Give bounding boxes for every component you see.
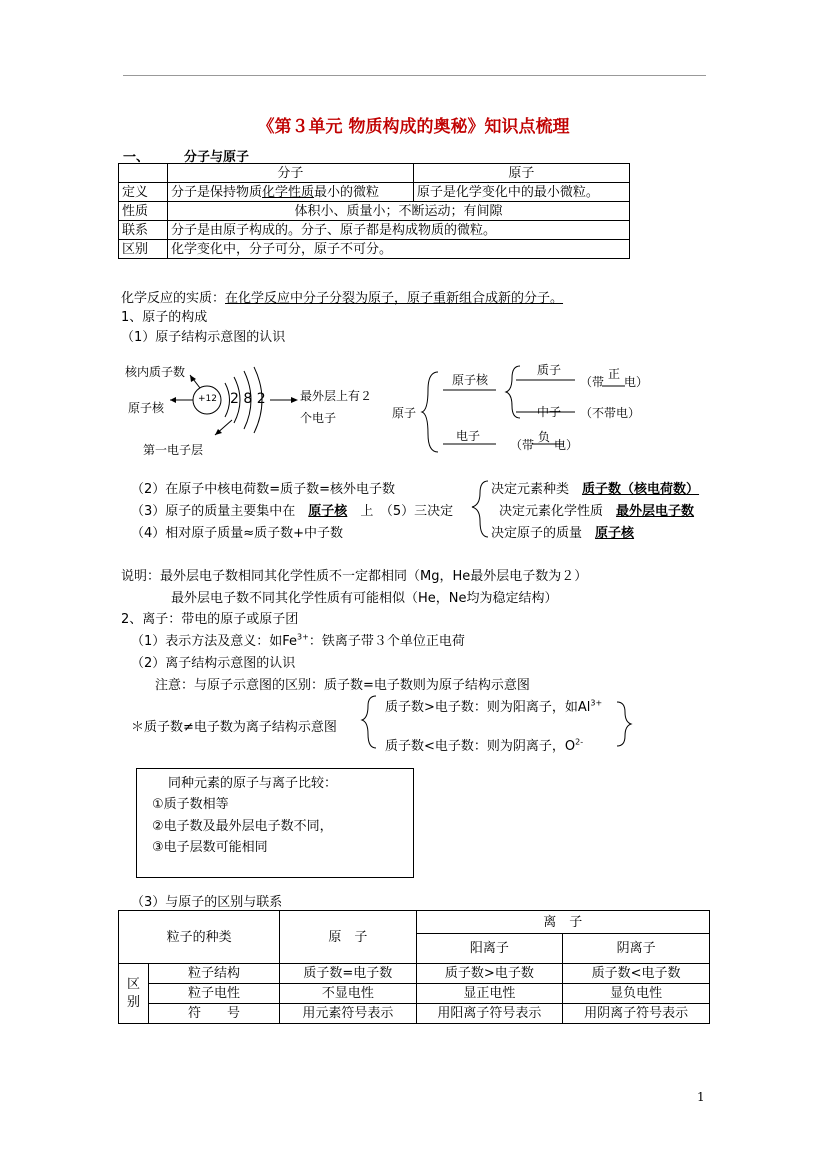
section-num: 一、 xyxy=(123,150,150,165)
compare-item-2: ②电子数及最外层电子数不同， xyxy=(152,819,333,834)
reaction-essence: 化学反应的实质：在化学反应中分子分裂为原子，原子重新组合成新的分子。 xyxy=(121,291,564,306)
cell: 用阳离子符号表示 xyxy=(416,1004,563,1024)
row-key: 性质 xyxy=(119,202,168,221)
cell: 符 号 xyxy=(148,1004,279,1024)
ion-heading: 2、离子：带电的原子或原子团 xyxy=(121,612,299,627)
rule-4: （4）相对原子质量≈质子数+中子数 xyxy=(131,526,344,541)
tree-neutron: 中子 xyxy=(537,405,562,419)
determine-3: 决定原子的质量 原子核 xyxy=(491,526,635,541)
neutron-charge: （不带电） xyxy=(580,406,641,420)
determine-1: 决定元素种类 质子数（核电荷数） xyxy=(491,482,700,497)
proton-charge: （带正电） xyxy=(580,367,649,389)
determine-2: 决定元素化学性质 最外层电子数 xyxy=(499,504,695,519)
th-atom: 原 子 xyxy=(280,911,416,964)
cell: 质子数>电子数 xyxy=(416,964,563,984)
rule-2: （2）在原子中核电荷数=质子数=核外电子数 xyxy=(131,482,396,497)
tree-nucleus: 原子核 xyxy=(452,373,489,387)
th-cation: 阳离子 xyxy=(416,934,563,964)
compare-item-3: ③电子层数可能相同 xyxy=(152,840,268,855)
header-rule xyxy=(123,75,706,76)
tree-proton: 质子 xyxy=(537,363,562,377)
cell: 粒子电性 xyxy=(148,984,279,1004)
label-outer-layer-2: 个电子 xyxy=(300,411,337,425)
cell: 质子数=电子数 xyxy=(280,964,416,984)
tree-atom: 原子 xyxy=(392,406,417,420)
cell: 不显电性 xyxy=(280,984,416,1004)
subsection-diagram: （1）原子结构示意图的认识 xyxy=(121,330,286,345)
row-key: 定义 xyxy=(119,183,168,202)
cell: 粒子结构 xyxy=(148,964,279,984)
shell-electrons: 2 8 2 xyxy=(230,391,266,407)
label-proton-count: 核内质子数 xyxy=(125,365,186,379)
compare-item-1: ①质子数相等 xyxy=(152,797,229,812)
cell: 用阴离子符号表示 xyxy=(563,1004,710,1024)
cation-rule: 质子数>电子数：则为阳离子，如$Al^{3+}$ xyxy=(385,698,603,715)
difference: 化学变化中，分子可分，原子不可分。 xyxy=(168,240,630,259)
def-molecule: 分子是保持物质化学性质最小的微粒 xyxy=(168,183,414,202)
note-1: 说明：最外层电子数相同其化学性质不一定都相同（Mg，He最外层电子数为２） xyxy=(121,569,588,584)
th-kind: 粒子的种类 xyxy=(119,911,280,964)
ion-notation: （1）表示方法及意义：如$Fe^{3+}$：铁离子带３个单位正电荷 xyxy=(131,632,465,649)
section-heading: 分子与原子 xyxy=(184,150,250,165)
ion-rule: ＊质子数≠电子数为离子结构示意图 xyxy=(131,720,337,735)
label-outer-layer: 最外层上有２ xyxy=(300,389,373,403)
cell: 质子数<电子数 xyxy=(563,964,710,984)
th-anion: 阴离子 xyxy=(563,934,710,964)
cell: 显正电性 xyxy=(416,984,563,1004)
note-2: 最外层电子数不同其化学性质有可能相似（He，Ne均为稳定结构） xyxy=(171,591,558,606)
th-molecule: 分子 xyxy=(168,164,414,183)
row-key: 联系 xyxy=(119,221,168,240)
cell: 用元素符号表示 xyxy=(280,1004,416,1024)
page-number: 1 xyxy=(697,1090,705,1104)
row-key: 区别 xyxy=(119,240,168,259)
nucleus-charge: +12 xyxy=(198,394,217,404)
th-atom: 原子 xyxy=(413,164,629,183)
three-determine-brace xyxy=(468,477,492,541)
def-atom: 原子是化学变化中的最小微粒。 xyxy=(413,183,629,202)
subsection-atom-structure: 1、原子的构成 xyxy=(121,310,208,325)
row-diff: 区别 xyxy=(119,964,149,1024)
ion-diagram: （2）离子结构示意图的认识 xyxy=(131,656,296,671)
relation: 分子是由原子构成的。分子、原子都是构成物质的微粒。 xyxy=(168,221,630,240)
compare-heading: 同种元素的原子与离子比较： xyxy=(168,776,338,791)
page-title: 《第３单元 物质构成的奥秘》知识点梳理 xyxy=(257,117,570,137)
ion-note: 注意：与原子示意图的区别：质子数=电子数则为原子结构示意图 xyxy=(155,678,530,693)
rule-3: （3）原子的质量主要集中在 原子核 上 （5）三决定 xyxy=(131,504,454,519)
cell: 显负电性 xyxy=(563,984,710,1004)
label-nucleus: 原子核 xyxy=(128,401,165,415)
label-first-layer: 第一电子层 xyxy=(143,443,204,457)
electron-charge: （带负电） xyxy=(510,430,579,452)
subsection-3: （3）与原子的区别与联系 xyxy=(131,895,283,910)
property: 体积小、质量小；不断运动；有间隙 xyxy=(168,202,630,221)
molecule-atom-table xyxy=(118,163,630,259)
anion-rule: 质子数<电子数：则为阴离子，$O^{2-}$ xyxy=(385,737,584,754)
tree-electron: 电子 xyxy=(456,429,481,443)
th-ion: 离 子 xyxy=(416,911,709,934)
atom-ion-table xyxy=(118,910,710,1024)
